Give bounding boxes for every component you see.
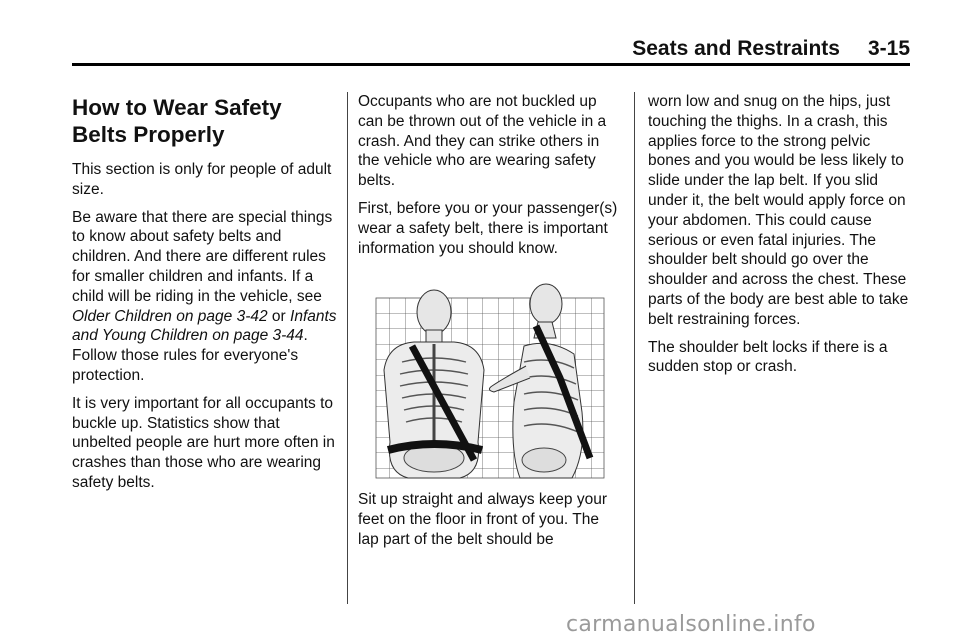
paragraph-lap-belt-position: worn low and snug on the hips, just touching the thighs. In a crash, this applies force to the strong pelvic bones and you would be less likely to slide under the lap belt. If you slid under it, the belt would apply force on your abdomen. This could cause serious or even fatal injuries. The shoulder belt should go over the shoulder and across the chest. These parts of the body are best able to take belt restraining forces. xyxy=(648,93,909,328)
link-older-children[interactable]: Older Children on page 3-42 xyxy=(72,307,268,325)
paragraph-adult-size: This section is only for people of adult size. xyxy=(72,161,332,198)
paragraph-text: or xyxy=(267,307,291,325)
column-2 xyxy=(358,92,623,558)
belt-skeleton-figure xyxy=(374,282,606,480)
column-3 xyxy=(648,92,913,385)
column-divider xyxy=(634,92,635,604)
link-infants-young-children[interactable]: Infants and Young Children on page 3-44 xyxy=(72,307,337,345)
section-heading: How to Wear Safety Belts Properly xyxy=(72,95,282,147)
header-rule xyxy=(72,63,910,66)
paragraph-children-rules xyxy=(72,208,337,386)
column-1 xyxy=(72,92,337,501)
paragraph-text: Be aware that there are special things to know about safety belts and children. And there are different rules for smaller children and infants. If a child will be riding in the vehicle, see xyxy=(72,208,333,305)
paragraph-before-wearing: First, before you or your passenger(s) wear a safety belt, there is important information you should know. xyxy=(358,199,618,257)
paragraph-shoulder-belt-locks: The shoulder belt locks if there is a sudden stop or crash. xyxy=(648,338,888,376)
page-header xyxy=(72,36,910,62)
paragraph-text: . Follow those rules for everyone's protection. xyxy=(72,327,308,384)
paragraph-unbuckled: Occupants who are not buckled up can be thrown out of the vehicle in a crash. And they can strike others in the vehicle who are wearing safety belts. xyxy=(358,93,607,190)
page-number: 3-15 xyxy=(867,37,910,60)
paragraph-buckle-up: It is very important for all occupants to buckle up. Statistics show that unbelted people are hurt more often in crashes than those who are wearing safety belts. xyxy=(72,394,335,491)
safety-belt-illustration xyxy=(374,282,606,480)
column-divider xyxy=(347,92,348,604)
section-title: Seats and Restraints xyxy=(632,37,840,60)
paragraph-sit-up-straight: Sit up straight and always keep your feet on the floor in front of you. The lap part of the belt should be xyxy=(358,491,607,548)
watermark-text: carmanualsonline.info xyxy=(566,612,816,637)
